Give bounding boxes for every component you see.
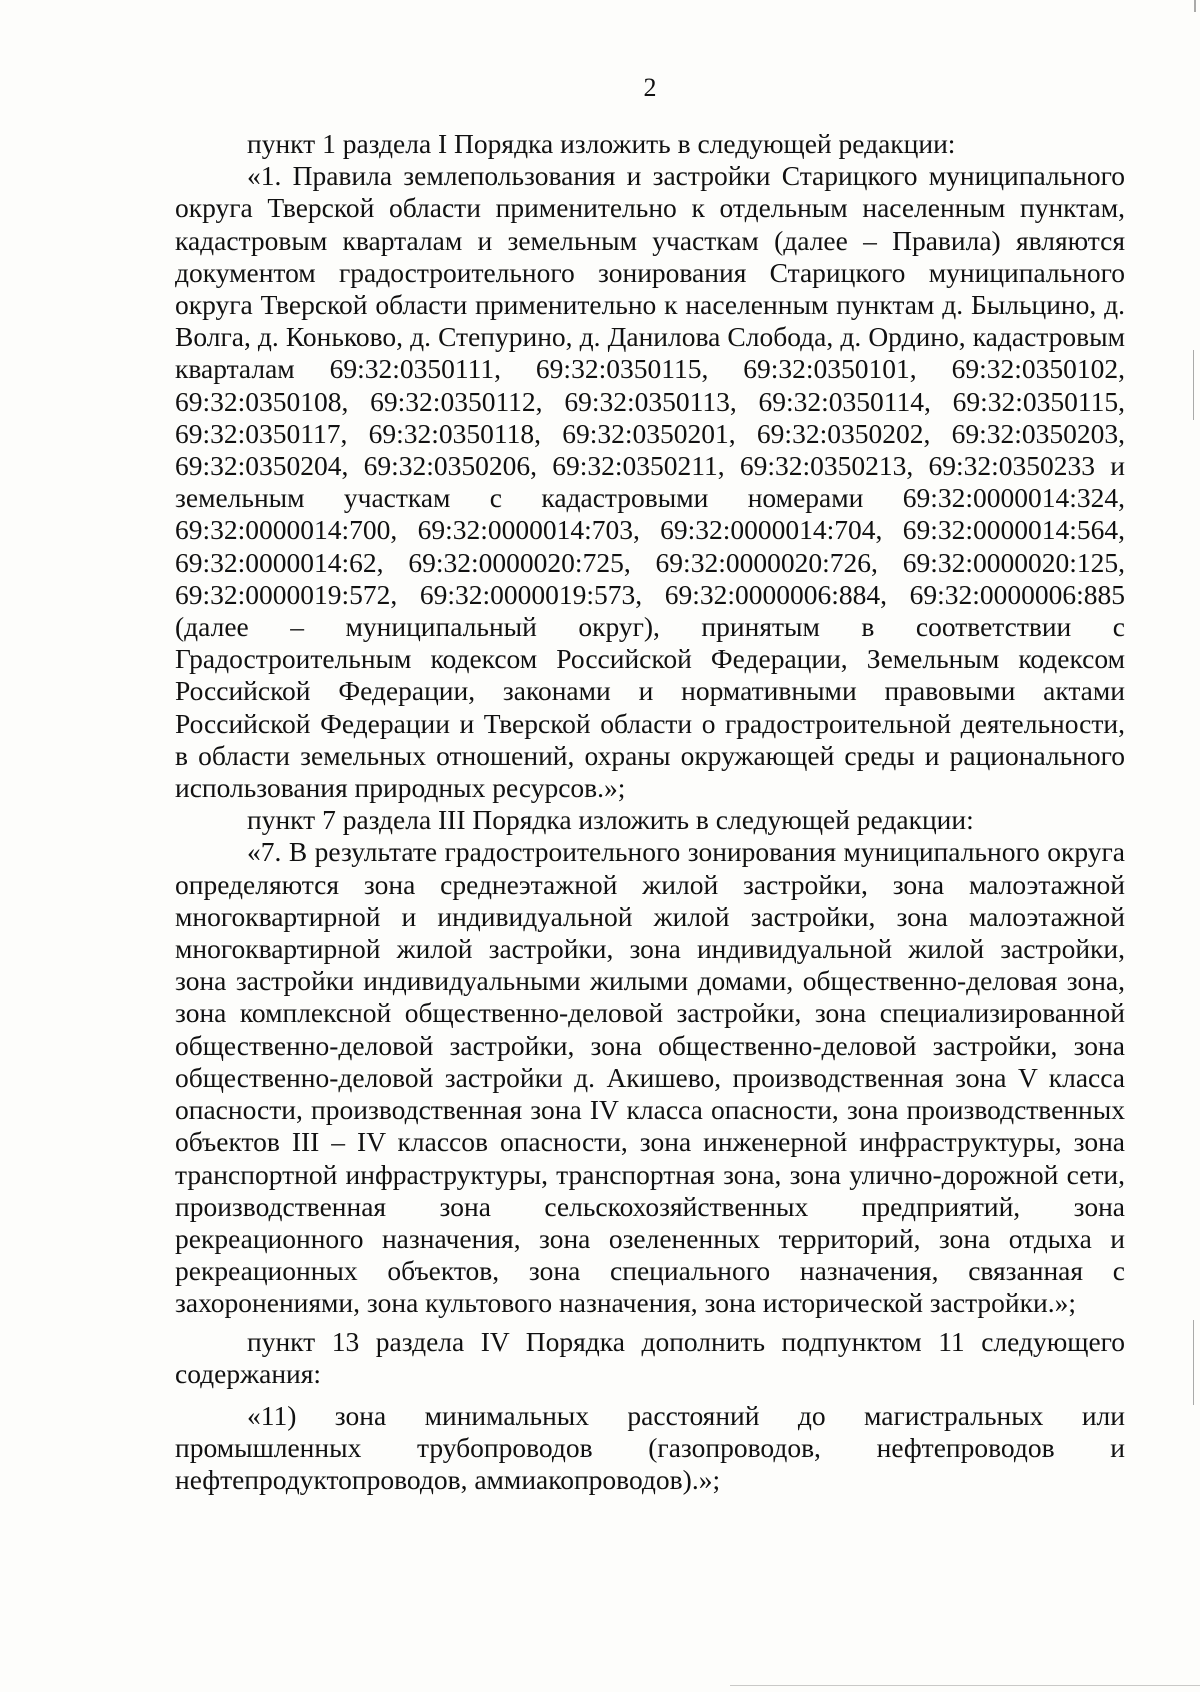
scan-edge-mark xyxy=(1194,0,1196,12)
page-number: 2 xyxy=(643,73,657,102)
amendment-intro-section-3: пункт 7 раздела III Порядка изложить в следующей редакции: xyxy=(247,804,974,836)
rules-subparagraph-11: «11) зона минимальных расстояний до магистральных или промышленных трубопроводов (газопроводов, нефтепроводов и нефтепродуктопроводов, аммиакопроводов).»; xyxy=(175,1399,1125,1496)
document-body xyxy=(175,128,1125,1497)
scan-edge-mark xyxy=(730,1685,1200,1686)
amendment-intro-section-4: пункт 13 раздела IV Порядка дополнить подпунктом 11 следующего содержания: xyxy=(175,1325,1125,1389)
rules-paragraph-7: «7. В результате градостроительного зонирования муниципального округа определяются зона среднеэтажной жилой застройки, зона малоэтажной многоквартирной и индивидуальной жилой застройки, зона малоэтажной многоквартирной жилой застройки, зона индивидуальной жилой застройки, зона застройки индивидуальными жилыми домами, общественно-деловая зона, зона комплексной общественно-деловой застройки, зона специализированной общественно-деловой застройки, зона общественно-деловой застройки, зона общественно-деловой застройки д. Акишево, производственная зона V класса опасности, производственная зона IV класса опасности, зона производственных объектов III – IV классов опасности, зона инженерной инфраструктуры, зона транспортной инфраструктуры, транспортная зона, зона улично-дорожной сети, производственная зона сельскохозяйственных предприятий, зона рекреационного назначения, зона озелененных территорий, зона отдыха и рекреационных объектов, зона специального назначения, связанная с захоронениями, зона культового назначения, зона исторической застройки.»; xyxy=(175,836,1125,1319)
scan-edge-mark xyxy=(1193,1320,1194,1405)
scan-edge-mark xyxy=(1193,350,1194,420)
rules-paragraph-1: «1. Правила землепользования и застройки Старицкого муниципального округа Тверской области применительно к отдельным населенным пунктам, кадастровым кварталам и земельным участкам (далее – Правила) являются документом градостроительного зонирования Старицкого муниципального округа Тверской области применительно к населенным пунктам д. Быльцино, д. Волга, д. Коньково, д. Степурино, д. Данилова Слобода, д. Ордино, кадастровым кварталам 69:32:0350111, 69:32:0350115, 69:32:0350101, 69:32:0350102, 69:32:0350108, 69:32:0350112, 69:32:0350113, 69:32:0350114, 69:32:0350115, 69:32:0350117, 69:32:0350118, 69:32:0350201, 69:32:0350202, 69:32:0350203, 69:32:0350204, 69:32:0350206, 69:32:0350211, 69:32:0350213, 69:32:0350233 и земельным участкам с кадастровыми номерами 69:32:0000014:324, 69:32:0000014:700, 69:32:0000014:703, 69:32:0000014:704, 69:32:0000014:564, 69:32:0000014:62, 69:32:0000020:725, 69:32:0000020:726, 69:32:0000020:125, 69:32:0000019:572, 69:32:0000019:573, 69:32:0000006:884, 69:32:0000006:885 (далее – муниципальный округ), принятым в соответствии с Градостроительным кодексом Российской Федерации, Земельным кодексом Российской Федерации, законами и нормативными правовыми актами Российской Федерации и Тверской области о градостроительной деятельности, в области земельных отношений, охраны окружающей среды и рационального использования природных ресурсов.»; xyxy=(175,160,1125,804)
amendment-intro-section-1: пункт 1 раздела I Порядка изложить в следующей редакции: xyxy=(247,128,956,159)
